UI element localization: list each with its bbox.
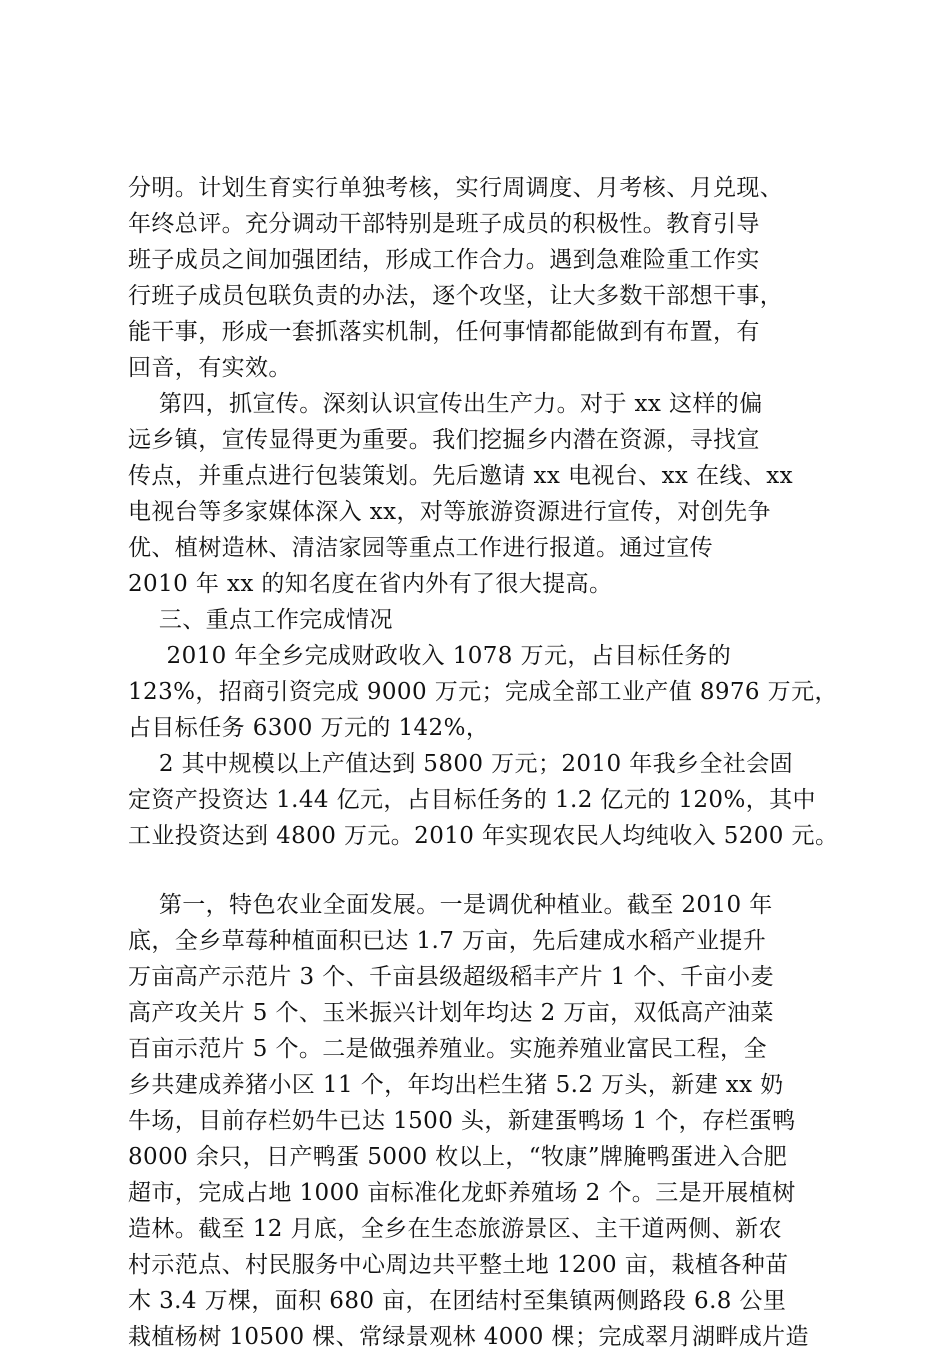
text-line: 电视台等多家媒体深入 xx，对等旅游资源进行宣传，对创先争 xyxy=(128,499,771,525)
text-line: 栽植杨树 10500 棵、常绿景观林 4000 棵；完成翠月湖畔成片造 xyxy=(128,1324,809,1350)
text-line: 村示范点、村民服务中心周边共平整土地 1200 亩，栽植各种苗 xyxy=(128,1252,789,1278)
text-line: 年终总评。充分调动干部特别是班子成员的积极性。教育引导 xyxy=(128,211,760,237)
text-line: 高产攻关片 5 个、玉米振兴计划年均达 2 万亩，双低高产油菜 xyxy=(128,1000,774,1026)
text-line: 远乡镇，宣传显得更为重要。我们挖掘乡内潜在资源，寻找宣 xyxy=(128,427,760,453)
text-line: 超市，完成占地 1000 亩标准化龙虾养殖场 2 个。三是开展植树 xyxy=(128,1180,796,1206)
text-line: 造林。截至 12 月底，全乡在生态旅游景区、主干道两侧、新农 xyxy=(128,1216,782,1242)
text-line: 传点，并重点进行包装策划。先后邀请 xx 电视台、xx 在线、xx xyxy=(128,463,793,489)
paragraph-line: 第四，抓宣传。深刻认识宣传出生产力。对于 xx 这样的偏 xyxy=(128,391,763,417)
section-heading: 三、重点工作完成情况 xyxy=(128,607,393,633)
text-line: 回音，有实效。 xyxy=(128,355,292,381)
text-line: 百亩示范片 5 个。二是做强养殖业。实施养殖业富民工程，全 xyxy=(128,1036,767,1062)
text-line: 底，全乡草莓种植面积已达 1.7 万亩，先后建成水稻产业提升 xyxy=(128,928,767,954)
paragraph-line: 第一，特色农业全面发展。一是调优种植业。截至 2010 年 xyxy=(128,892,773,918)
text-line: 班子成员之间加强团结，形成工作合力。遇到急难险重工作实 xyxy=(128,247,760,273)
text-line: 工业投资达到 4800 万元。2010 年实现农民人均纯收入 5200 元。 xyxy=(128,823,839,849)
text-line: 8000 余只，日产鸭蛋 5000 枚以上，“牧康”牌腌鸭蛋进入合肥 xyxy=(128,1144,788,1170)
text-line: 优、植树造林、清洁家园等重点工作进行报道。通过宣传 xyxy=(128,535,713,561)
text-line: 万亩高产示范片 3 个、千亩县级超级稻丰产片 1 个、千亩小麦 xyxy=(128,964,774,990)
text-line: 木 3.4 万棵，面积 680 亩，在团结村至集镇两侧路段 6.8 公里 xyxy=(128,1288,787,1314)
text-line: 行班子成员包联负责的办法，逐个攻坚，让大多数干部想干事， xyxy=(128,283,784,309)
text-line: 123%，招商引资完成 9000 万元；完成全部工业产值 8976 万元， xyxy=(128,679,838,705)
paragraph-line: 2010 年全乡完成财政收入 1078 万元，占目标任务的 xyxy=(128,643,732,669)
text-line: 能干事，形成一套抓落实机制，任何事情都能做到有布置，有 xyxy=(128,319,760,345)
text-line: 2010 年 xx 的知名度在省内外有了很大提高。 xyxy=(128,571,613,597)
text-line: 占目标任务 6300 万元的 142%， xyxy=(128,715,490,741)
text-line: 乡共建成养猪小区 11 个，年均出栏生猪 5.2 万头，新建 xx 奶 xyxy=(128,1072,784,1098)
paragraph-line: 2 其中规模以上产值达到 5800 万元；2010 年我乡全社会固 xyxy=(128,751,793,777)
text-line: 牛场，目前存栏奶牛已达 1500 头，新建蛋鸭场 1 个，存栏蛋鸭 xyxy=(128,1108,796,1134)
text-line: 分明。计划生育实行单独考核，实行周调度、月考核、月兑现、 xyxy=(128,175,784,201)
text-line: 定资产投资达 1.44 亿元，占目标任务的 1.2 亿元的 120%，其中 xyxy=(128,787,816,813)
